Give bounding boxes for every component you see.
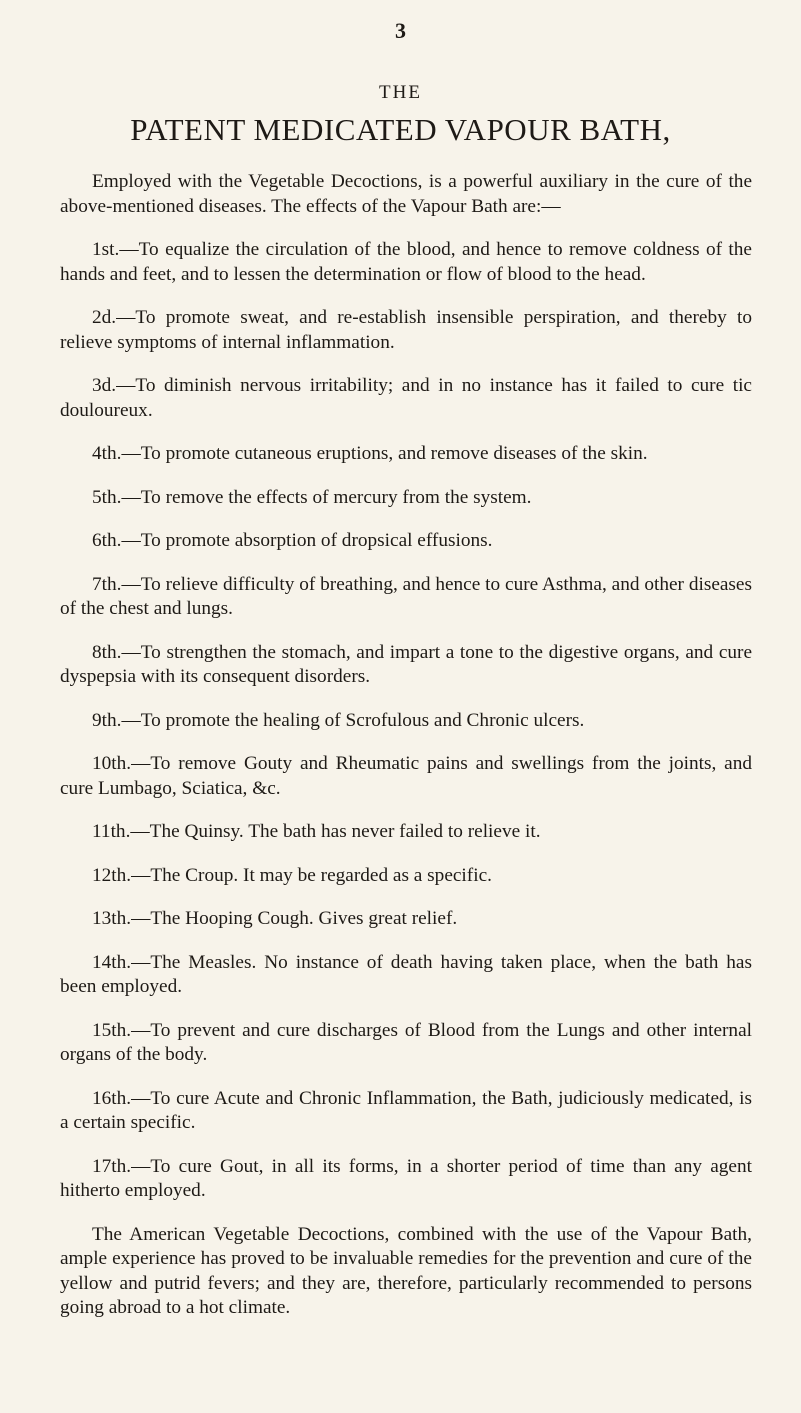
list-item: 4th.—To promote cutaneous eruptions, and remove diseases of the skin. xyxy=(92,443,648,464)
list-item: 10th.—To remove Gouty and Rheumatic pains and swellings from the joints, and cure Lumbago, Sciatica, &c. xyxy=(60,753,752,799)
document-body xyxy=(60,170,752,1321)
list-item: 11th.—The Quinsy. The bath has never failed to relieve it. xyxy=(92,821,541,842)
list-item: 15th.—To prevent and cure discharges of Blood from the Lungs and other internal organs of the body. xyxy=(60,1019,752,1065)
list-item: 3d.—To diminish nervous irritability; and in no instance has it failed to cure tic douloureux. xyxy=(60,375,752,421)
list-item: 8th.—To strengthen the stomach, and impart a tone to the digestive organs, and cure dyspepsia with its consequent disorders. xyxy=(60,641,752,687)
list-item: 14th.—The Measles. No instance of death having taken place, when the bath has been employed. xyxy=(60,951,752,997)
page-number: 3 xyxy=(395,18,406,43)
list-item: 13th.—The Hooping Cough. Gives great relief. xyxy=(92,908,458,929)
intro-paragraph: Employed with the Vegetable Decoctions, is a powerful auxiliary in the cure of the above-mentioned diseases. The effects of the Vapour Bath are:— xyxy=(60,171,752,217)
list-item: 5th.—To remove the effects of mercury from the system. xyxy=(92,486,532,508)
closing-paragraph: The American Vegetable Decoctions, combined with the use of the Vapour Bath, ample experience has proved to be invaluable remedies for the prevention and cure of the yellow and putrid fevers; and they are, therefore, particularly recommended to persons going abroad to a hot climate. xyxy=(60,1223,752,1318)
list-item: 1st.—To equalize the circulation of the blood, and hence to remove coldness of the hands and feet, and to lessen the determination or flow of blood to the head. xyxy=(60,239,752,285)
list-item: 17th.—To cure Gout, in all its forms, in a shorter period of time than any agent hitherto employed. xyxy=(60,1155,752,1201)
page-title: PATENT MEDICATED VAPOUR BATH, xyxy=(130,112,671,147)
header-small: THE xyxy=(379,82,422,103)
list-item: 12th.—The Croup. It may be regarded as a specific. xyxy=(92,864,492,886)
list-item: 6th.—To promote absorption of dropsical effusions. xyxy=(92,530,493,551)
list-item: 2d.—To promote sweat, and re-establish insensible perspiration, and thereby to relieve symptoms of internal inflammation. xyxy=(60,307,752,353)
list-item: 9th.—To promote the healing of Scrofulous and Chronic ulcers. xyxy=(92,709,585,731)
list-item: 7th.—To relieve difficulty of breathing, and hence to cure Asthma, and other diseases of the chest and lungs. xyxy=(60,573,752,619)
list-item: 16th.—To cure Acute and Chronic Inflammation, the Bath, judiciously medicated, is a certain specific. xyxy=(60,1087,752,1133)
